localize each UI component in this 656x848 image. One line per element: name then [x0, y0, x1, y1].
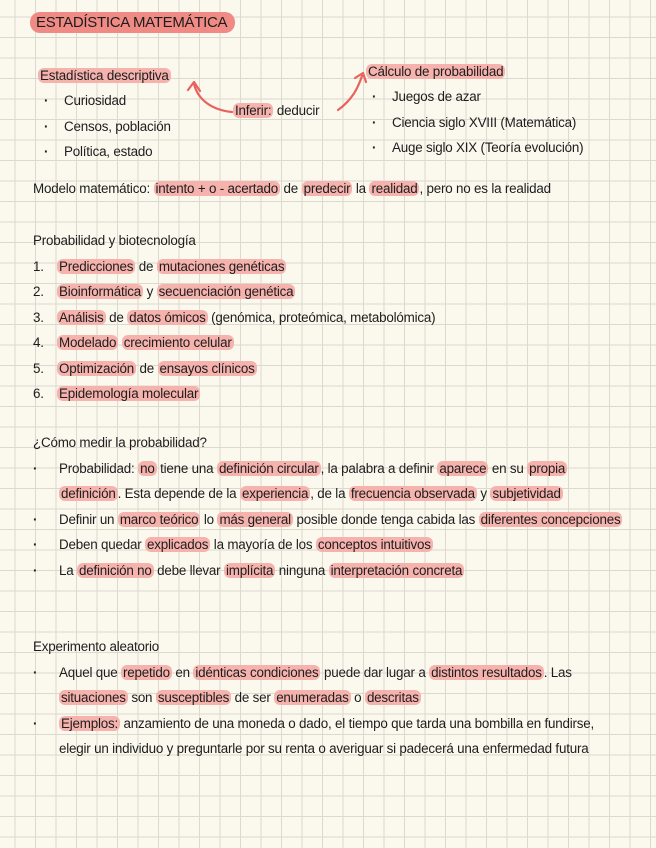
modelo-highlight: realidad: [371, 181, 418, 196]
text: debe llevar: [153, 562, 224, 578]
page-title: ESTADÍSTICA MATEMÁTICA: [30, 12, 235, 33]
item-text: y: [143, 284, 157, 299]
list-item: [33, 711, 623, 762]
text: ninguna: [275, 562, 329, 578]
text: , la palabra a definir: [320, 460, 438, 476]
biotec-heading: Probabilidad y biotecnología: [33, 233, 196, 248]
item-highlight: secuenciación genética: [158, 284, 294, 299]
item-highlight: Epidemología molecular: [59, 386, 199, 401]
item-highlight: Predicciones: [59, 258, 134, 274]
highlight: subjetividad: [492, 486, 561, 501]
list-item: [33, 305, 623, 331]
experimento-section: [33, 634, 623, 762]
text: la mayoría de los: [210, 537, 316, 552]
list-item: [33, 558, 623, 584]
highlight: más general: [219, 511, 291, 527]
modelo-highlight: predecir: [303, 181, 351, 196]
modelo-text: de: [280, 181, 302, 196]
highlight: situaciones: [61, 690, 126, 705]
modelo-text: , pero no es la realidad: [419, 181, 551, 196]
item-highlight: Optimización: [59, 360, 134, 376]
list-item: [33, 456, 623, 507]
text: , de la: [310, 486, 349, 501]
text: . Las: [543, 664, 572, 680]
text: Definir un: [59, 511, 118, 527]
item-highlight: datos ómicos: [129, 309, 206, 325]
medir-list: [33, 456, 623, 584]
experimento-list: [33, 660, 623, 762]
text: La: [59, 562, 78, 578]
list-item: · Juegos de azar: [366, 84, 583, 110]
highlight: interpretación concreta: [330, 562, 463, 578]
item-highlight: Bioinformática: [59, 284, 142, 299]
item-number: 5.: [33, 360, 44, 376]
highlight: diferentes concepciones: [480, 511, 621, 527]
text: Aquel que: [59, 664, 122, 680]
list-item: [33, 330, 623, 356]
text: Probabilidad:: [59, 460, 139, 476]
highlight: no: [140, 460, 155, 476]
text: lo: [200, 511, 218, 527]
experimento-heading: Experimento aleatorio: [33, 639, 160, 654]
highlight: Ejemplos:: [61, 715, 118, 731]
item-highlight: Modelado: [59, 335, 117, 350]
list-item: · Curiosidad: [38, 88, 171, 114]
list-item: [33, 356, 623, 382]
text: son: [127, 690, 156, 705]
modelo-highlight: intento + o - acertado: [155, 181, 279, 196]
highlight: definición circular: [218, 460, 319, 476]
list-item: [33, 279, 623, 305]
biotec-list: [33, 254, 623, 407]
item-number: 4.: [33, 335, 44, 350]
item-text: de: [136, 360, 158, 376]
list-item: [33, 660, 623, 711]
highlight: explicados: [147, 537, 209, 552]
item-number: 2.: [33, 284, 44, 299]
list-item: [33, 381, 623, 407]
text: de ser: [231, 690, 275, 705]
calculo-heading: Cálculo de probabilidad: [368, 64, 504, 79]
item-number: 1.: [33, 258, 44, 274]
item-highlight: Análisis: [59, 309, 104, 325]
text: en: [171, 664, 194, 680]
text: . Esta depende de la: [117, 486, 240, 501]
list-item: [33, 532, 623, 558]
text: Deben quedar: [59, 537, 145, 552]
modelo-text: la: [352, 181, 370, 196]
highlight: implícita: [225, 562, 274, 578]
list-item: · Auge siglo XIX (Teoría evolución): [366, 135, 583, 161]
descriptiva-heading: Estadística descriptiva: [40, 68, 169, 83]
text: o: [350, 690, 365, 705]
list-item: [33, 507, 623, 533]
item-highlight: ensayos clínicos: [159, 360, 255, 376]
calculo-section: [366, 60, 583, 161]
highlight: repetido: [123, 664, 170, 680]
arrow-left: [194, 84, 232, 112]
highlight: susceptibles: [157, 690, 230, 705]
list-item: · Ciencia siglo XVIII (Matemática): [366, 110, 583, 136]
list-item: [33, 254, 623, 280]
inferir-text: deducir: [273, 103, 320, 118]
highlight: descritas: [366, 690, 419, 705]
arrow-right: [338, 76, 362, 110]
highlight: definición no: [79, 562, 152, 578]
highlight: frecuencia observada: [350, 486, 475, 501]
text: puede dar lugar a: [320, 664, 430, 680]
text: posible donde tenga cabida las: [292, 511, 479, 527]
highlight: marco teórico: [119, 511, 199, 527]
calculo-list: [366, 84, 583, 161]
highlight: distintos resultados: [431, 664, 542, 680]
highlight: aparece: [439, 460, 487, 476]
list-item: · Censos, población: [38, 114, 171, 140]
text: anzamiento de una moneda o dado, el tiempo que tarda una bombilla en fundirse, elegir un individuo y preguntarle por su renta o averiguar si padecerá una enfermedad futura: [59, 715, 595, 756]
highlight: experiencia: [241, 486, 309, 501]
highlight: enumeradas: [276, 690, 349, 705]
item-text: de: [135, 258, 157, 274]
item-number: 6.: [33, 386, 44, 401]
text: y: [476, 486, 491, 501]
biotec-section: [33, 228, 623, 407]
item-text: (genómica, proteómica, metabolómica): [207, 309, 436, 325]
inferir-label: Inferir:: [235, 103, 272, 118]
medir-heading: ¿Cómo medir la probabilidad?: [33, 435, 207, 450]
highlight: propia definición: [61, 460, 566, 501]
item-text: de: [105, 309, 128, 325]
item-highlight: mutaciones genéticas: [158, 258, 285, 274]
text: en su: [488, 460, 528, 476]
highlight: idénticas condiciones: [195, 664, 319, 680]
item-highlight: crecimiento celular: [123, 335, 232, 350]
modelo-text: Modelo matemático:: [33, 181, 154, 196]
modelo-line: [33, 177, 551, 201]
item-number: 3.: [33, 309, 44, 325]
list-item: · Política, estado: [38, 139, 171, 165]
medir-section: [33, 430, 623, 583]
highlight: conceptos intuitivos: [317, 537, 431, 552]
text: tiene una: [156, 460, 217, 476]
